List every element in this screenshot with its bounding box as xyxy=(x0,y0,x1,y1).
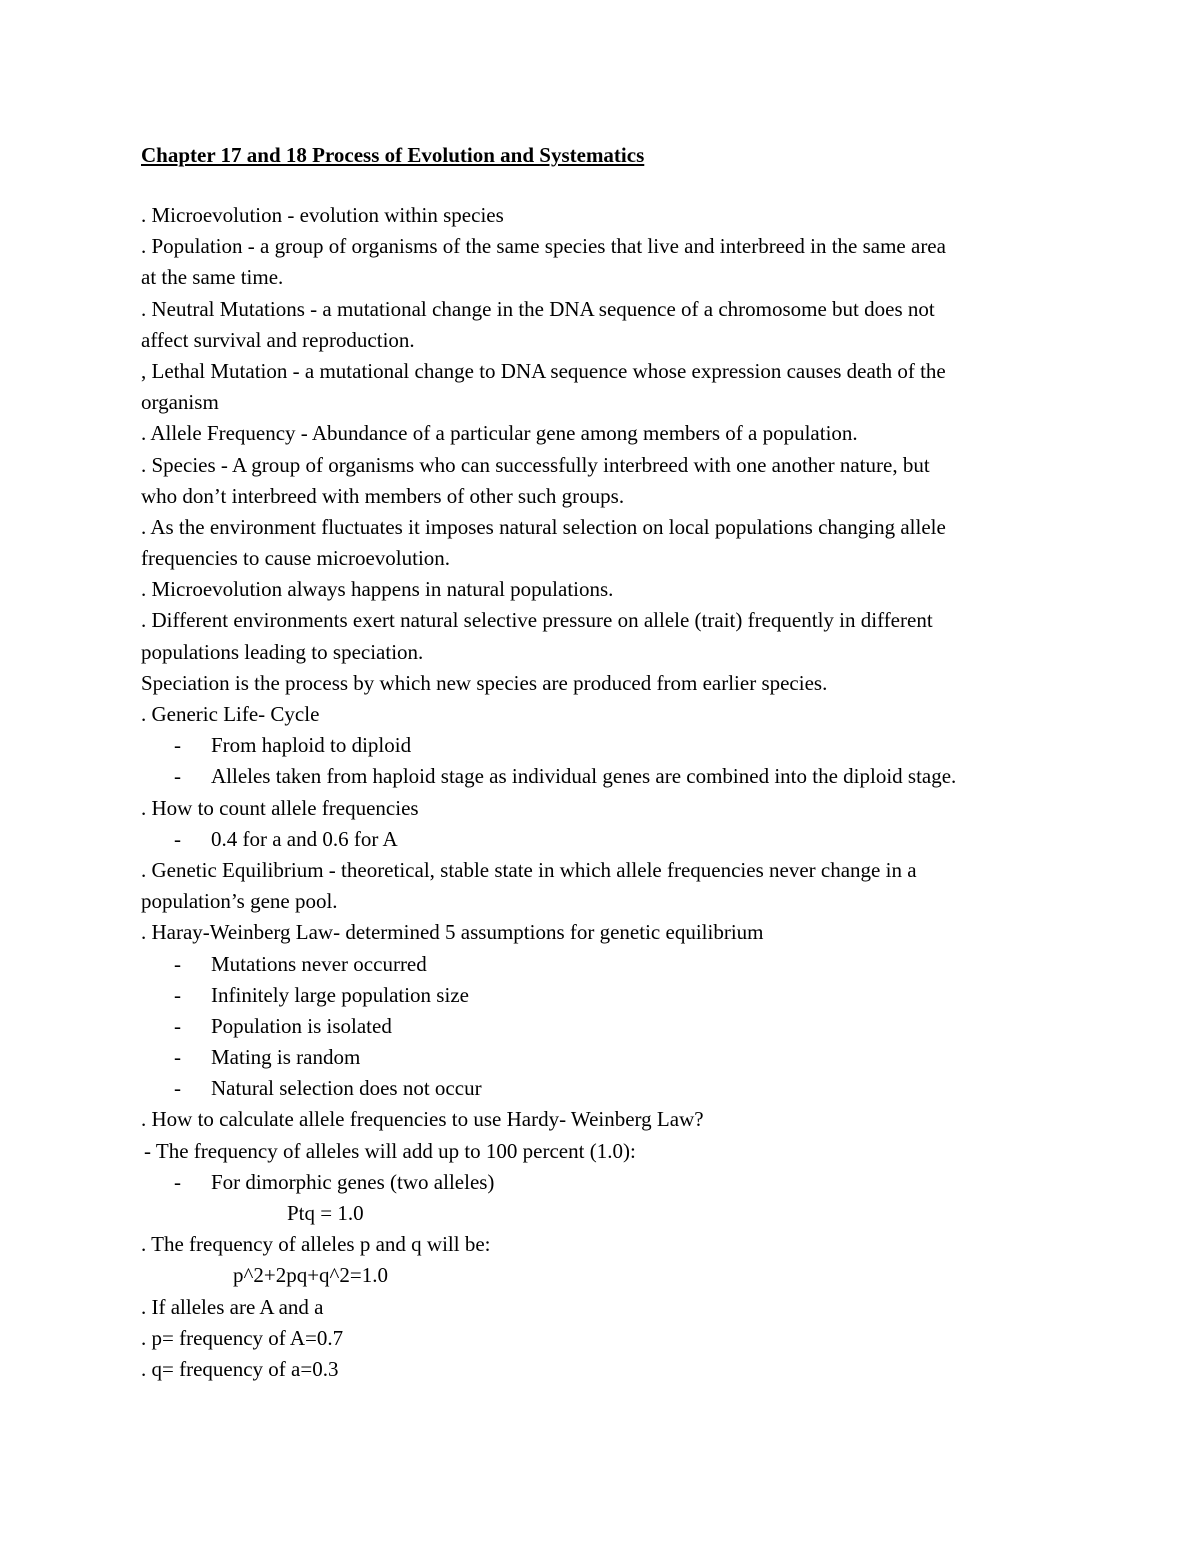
text-line: . Microevolution always happens in natural populations. xyxy=(141,577,614,602)
bullet-text: Infinitely large population size xyxy=(211,982,469,1007)
text-line: at the same time. xyxy=(141,265,284,290)
bullet-dash: - xyxy=(174,1045,181,1070)
bullet-text: 0.4 for a and 0.6 for A xyxy=(211,826,398,851)
bullet-item xyxy=(141,824,1061,855)
text-line: . Population - a group of organisms of the same species that live and interbreed in the same area xyxy=(141,234,946,259)
text-line: Speciation is the process by which new species are produced from earlier species. xyxy=(141,670,828,695)
text-line: . Neutral Mutations - a mutational change in the DNA sequence of a chromosome but does not xyxy=(141,296,935,321)
equation-line: Ptq = 1.0 xyxy=(287,1201,364,1225)
bullet-item xyxy=(141,949,1061,980)
bullet-dash: - xyxy=(174,1013,181,1038)
bullet-dash: - xyxy=(174,764,181,789)
bullet-item xyxy=(141,1042,1061,1073)
text-line: . Microevolution - evolution within species xyxy=(141,203,504,227)
text-line: . Haray-Weinberg Law- determined 5 assumptions for genetic equilibrium xyxy=(141,920,764,945)
bullet-dash: - xyxy=(174,733,181,758)
text-line: organism xyxy=(141,390,219,415)
bullet-item xyxy=(141,730,1061,761)
text-line: - The frequency of alleles will add up to 100 percent (1.0): xyxy=(144,1138,636,1163)
bullet-item xyxy=(141,1073,1061,1104)
bullet-item xyxy=(141,761,1061,792)
text-line: . If alleles are A and a xyxy=(141,1294,324,1319)
bullet-text: Population is isolated xyxy=(211,1013,392,1038)
bullet-dash: - xyxy=(174,1169,181,1194)
text-line: . p= frequency of A=0.7 xyxy=(141,1325,344,1350)
bullet-dash: - xyxy=(174,982,181,1007)
text-line: affect survival and reproduction. xyxy=(141,327,415,352)
text-line: . Species - A group of organisms who can successfully interbreed with one another nature, but xyxy=(141,452,930,477)
text-line: frequencies to cause microevolution. xyxy=(141,546,451,571)
text-line: . As the environment fluctuates it imposes natural selection on local populations changing allele xyxy=(141,514,946,539)
bullet-dash: - xyxy=(174,951,181,976)
text-line: . How to calculate allele frequencies to use Hardy- Weinberg Law? xyxy=(141,1107,704,1132)
text-line: , Lethal Mutation - a mutational change to DNA sequence whose expression causes death of the xyxy=(141,358,946,383)
equation-line: p^2+2pq+q^2=1.0 xyxy=(233,1263,388,1288)
text-line: . How to count allele frequencies xyxy=(141,795,419,820)
bullet-item xyxy=(141,980,1061,1011)
text-line: . q= frequency of a=0.3 xyxy=(141,1356,339,1381)
text-line: . The frequency of alleles p and q will be: xyxy=(141,1232,491,1257)
bullet-item xyxy=(141,1011,1061,1042)
text-line: . Allele Frequency - Abundance of a particular gene among members of a population. xyxy=(141,421,858,446)
bullet-text: For dimorphic genes (two alleles) xyxy=(211,1169,495,1194)
bullet-text: Mutations never occurred xyxy=(211,951,427,976)
text-line: . Different environments exert natural selective pressure on allele (trait) frequently in different xyxy=(141,608,933,633)
bullet-text: From haploid to diploid xyxy=(211,733,412,758)
text-line: population’s gene pool. xyxy=(141,889,338,914)
bullet-dash: - xyxy=(174,1076,181,1101)
text-line: . Generic Life- Cycle xyxy=(141,702,320,726)
text-line: who don’t interbreed with members of other such groups. xyxy=(141,483,625,508)
document-title: Chapter 17 and 18 Process of Evolution and Systematics xyxy=(141,143,645,167)
bullet-text: Natural selection does not occur xyxy=(211,1076,482,1101)
text-line: populations leading to speciation. xyxy=(141,639,424,664)
bullet-item xyxy=(141,1167,1061,1198)
bullet-dash: - xyxy=(174,826,181,851)
text-line: . Genetic Equilibrium - theoretical, stable state in which allele frequencies never change in a xyxy=(141,857,917,882)
document-body xyxy=(141,200,1061,1385)
bullet-text: Alleles taken from haploid stage as individual genes are combined into the diploid stage. xyxy=(211,764,957,789)
bullet-text: Mating is random xyxy=(211,1045,361,1070)
